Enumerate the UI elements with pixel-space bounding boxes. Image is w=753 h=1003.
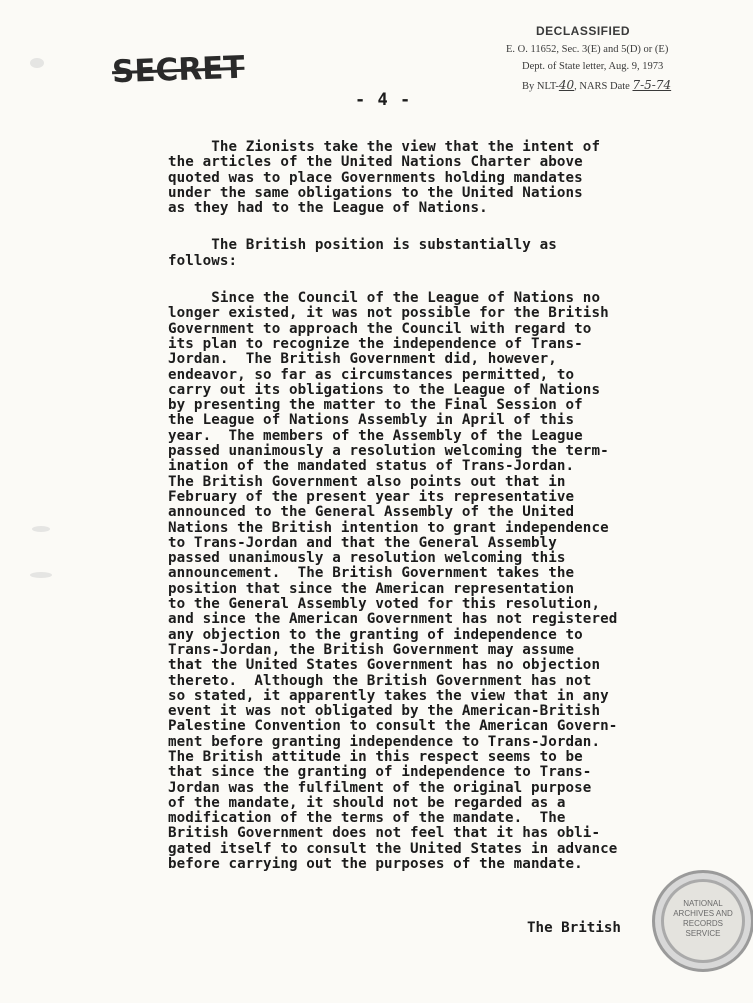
secret-stamp: SECRET (111, 49, 246, 91)
paper-blemish (30, 572, 52, 578)
paragraph: The Zionists take the view that the intent of the articles of the United Nations Charter above quoted was to place Governments holding mandates under the same obligations to the United Nations as they had to the League of Nations. (168, 139, 601, 217)
nars-prefix: , NARS Date (574, 81, 630, 92)
paper-blemish (30, 58, 44, 68)
seal-line: SERVICE (685, 929, 721, 938)
declassified-title: DECLASSIFIED (536, 24, 631, 38)
seal-text (669, 899, 737, 939)
seal-line: RECORDS (682, 919, 723, 928)
by-initials: 40 (558, 78, 575, 92)
declassification-by-line (522, 78, 746, 92)
nars-date: 7-5-74 (632, 78, 672, 92)
memo-body (168, 140, 668, 894)
continuation-catchword: The British (527, 920, 621, 936)
by-prefix: By NLT- (522, 81, 559, 92)
paper-blemish (32, 526, 50, 532)
seal-line: ARCHIVES AND (673, 909, 733, 918)
page-number: - 4 - (355, 90, 412, 110)
seal-line: NATIONAL (683, 899, 723, 908)
archives-seal (652, 870, 753, 972)
paragraph: Since the Council of the League of Nations no longer existed, it was not possible for the British Government to approach the Council with regard to its plan to recognize the independence of Trans- Jordan. The British Government did, however, endeavor, so far as circumstances permitted, to carry out its obligations to the League of Nations by presenting the matter to the Final Session of the League of Nations Assembly in April of this year. The members of the Assembly of the League passed unanimously a resolution welcoming the term- ination of the mandated status of Trans-Jordan. The British Government also points out that in February of the present year its representative announced to the General Assembly of the United Nations the British intention to grant independence to Trans-Jordan and that the General Assembly passed unanimously a resolution welcoming this announcement. The British Government takes the position that since the American representation to the General Assembly voted for this resolution, and since the American Government has not registered any objection to the granting of independence to Trans-Jordan, the British Government may assume that the United States Government has no objection thereto. Although the British Government has not so stated, it apparently takes the view that in any event it was not obligated by the American-British Palestine Convention to consult the American Govern- ment before granting independence to Trans-Jordan. The British attitude in this respect seems to be that since the granting of independence to Trans- Jordan was the fulfilment of the original purpose of the mandate, it should not be regarded as a modification of the terms of the mandate. The British Government does not feel that it has obli- gated itself to consult the United States in advance before carrying out the purposes of the mandate. (168, 290, 618, 873)
paragraph: The British position is substantially as follows: (168, 237, 557, 269)
declassification-authority: E. O. 11652, Sec. 3(E) and 5(D) or (E) (506, 44, 669, 55)
declassification-stamp (506, 24, 746, 92)
declassification-dept-letter: Dept. of State letter, Aug. 9, 1973 (522, 61, 664, 72)
